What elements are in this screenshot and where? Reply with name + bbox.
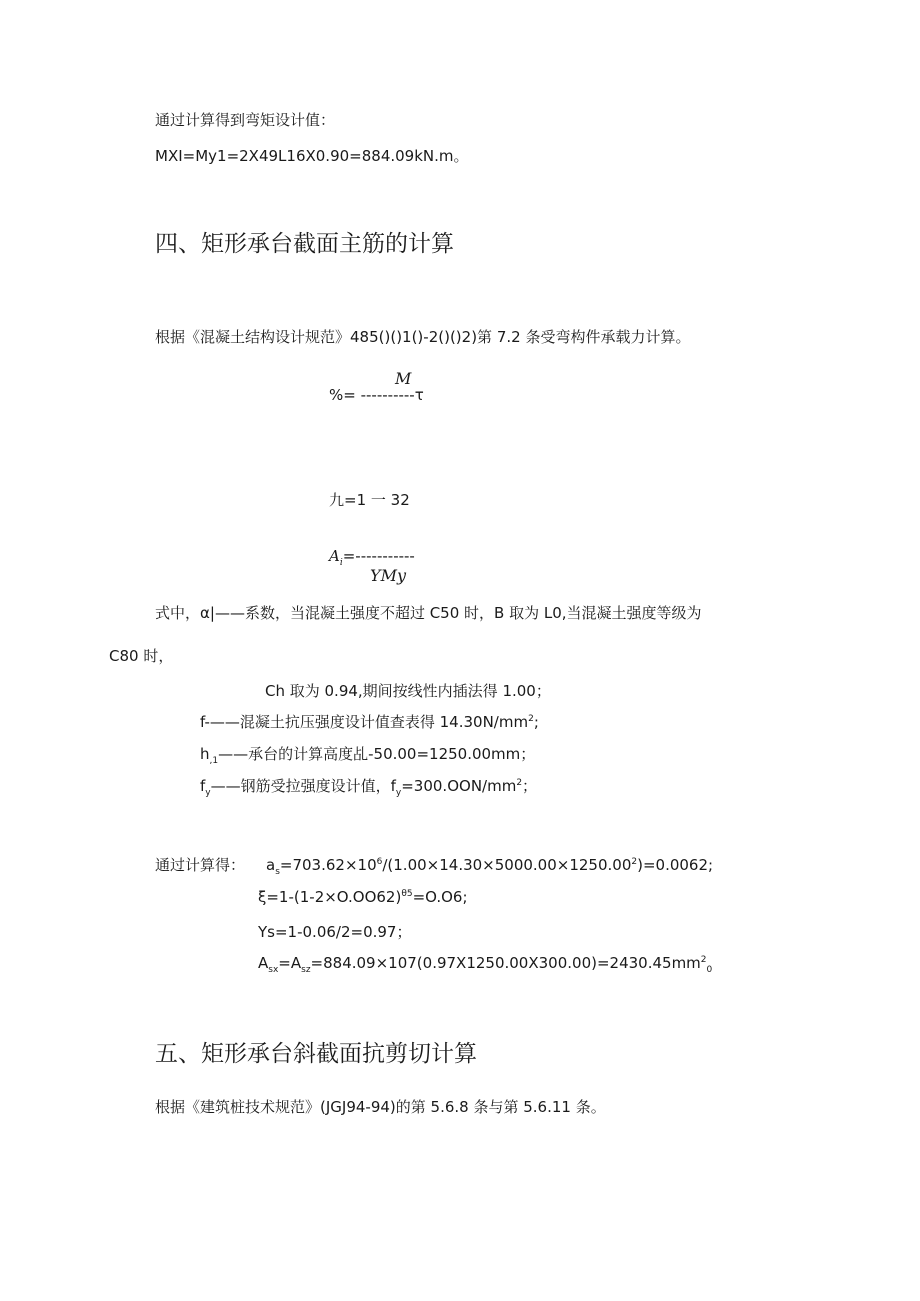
section5-basis: 根据《建筑桩技术规范》(JGJ94-94)的第 5.6.8 条与第 5.6.11 条。 xyxy=(155,1098,606,1116)
section4-heading: 四、矩形承台截面主筋的计算 xyxy=(155,231,454,257)
eq1-lhs: %= ----------τ xyxy=(329,386,424,404)
moment-intro: 通过计算得到弯矩设计值： xyxy=(155,111,336,129)
def-fc: f-——混凝土抗压强度设计值查表得 $14.30N∕mm^2$; xyxy=(200,713,539,731)
moment-formula: MXI=My1=2X49L16X0.90=884.09kN.m。 xyxy=(155,147,469,165)
def-fy: $f_y——$钢筋受拉强度设计值，$f_y=300.OON/mm^2$； xyxy=(200,777,538,798)
where-line2: C80 时， xyxy=(109,647,174,665)
def-h: $h_{,1}——$承台的计算高度乩-50.00=1250.00mm； xyxy=(200,745,536,766)
section5-heading: 五、矩形承台斜截面抗剪切计算 xyxy=(155,1041,477,1067)
result-asx: $A_{sx}=A_{sz}=884.09\times 107(0.97X1250.00X300.00)=2430.45mm^2_0$ xyxy=(258,954,713,975)
result-ys: Ys=1-0.06/2=0.97； xyxy=(258,923,412,941)
result-intro: 通过计算得： xyxy=(155,856,246,874)
result-as: $a_s=703.62\times 10^6∕(1.00\times 14.30\times 5000.00\times 1250.00^2)=0.0062$; xyxy=(266,856,714,877)
result-xi: $\xi=1-(1-2\times O.OO62)^{\theta 5}=O.O6$; xyxy=(258,888,468,906)
eq3-denominator: YMy xyxy=(370,566,406,585)
section4-basis: 根据《混凝土结构设计规范》485()()1()-2()()2)第 7.2 条受弯构件承载力计算。 xyxy=(155,328,691,346)
def-ch: Ch 取为 0.94,期间按线性内插法得 1.00； xyxy=(265,682,551,700)
eq2: 九=1 一 32 xyxy=(329,491,410,509)
where-line1: 式中，α|——系数，当混凝土强度不超过 C50 时，B 取为 L0,当混凝土强度等级为 xyxy=(155,604,702,622)
eq3-lhs: $A_i=-----------$ xyxy=(329,547,415,568)
eq1-numerator: M xyxy=(395,369,412,388)
